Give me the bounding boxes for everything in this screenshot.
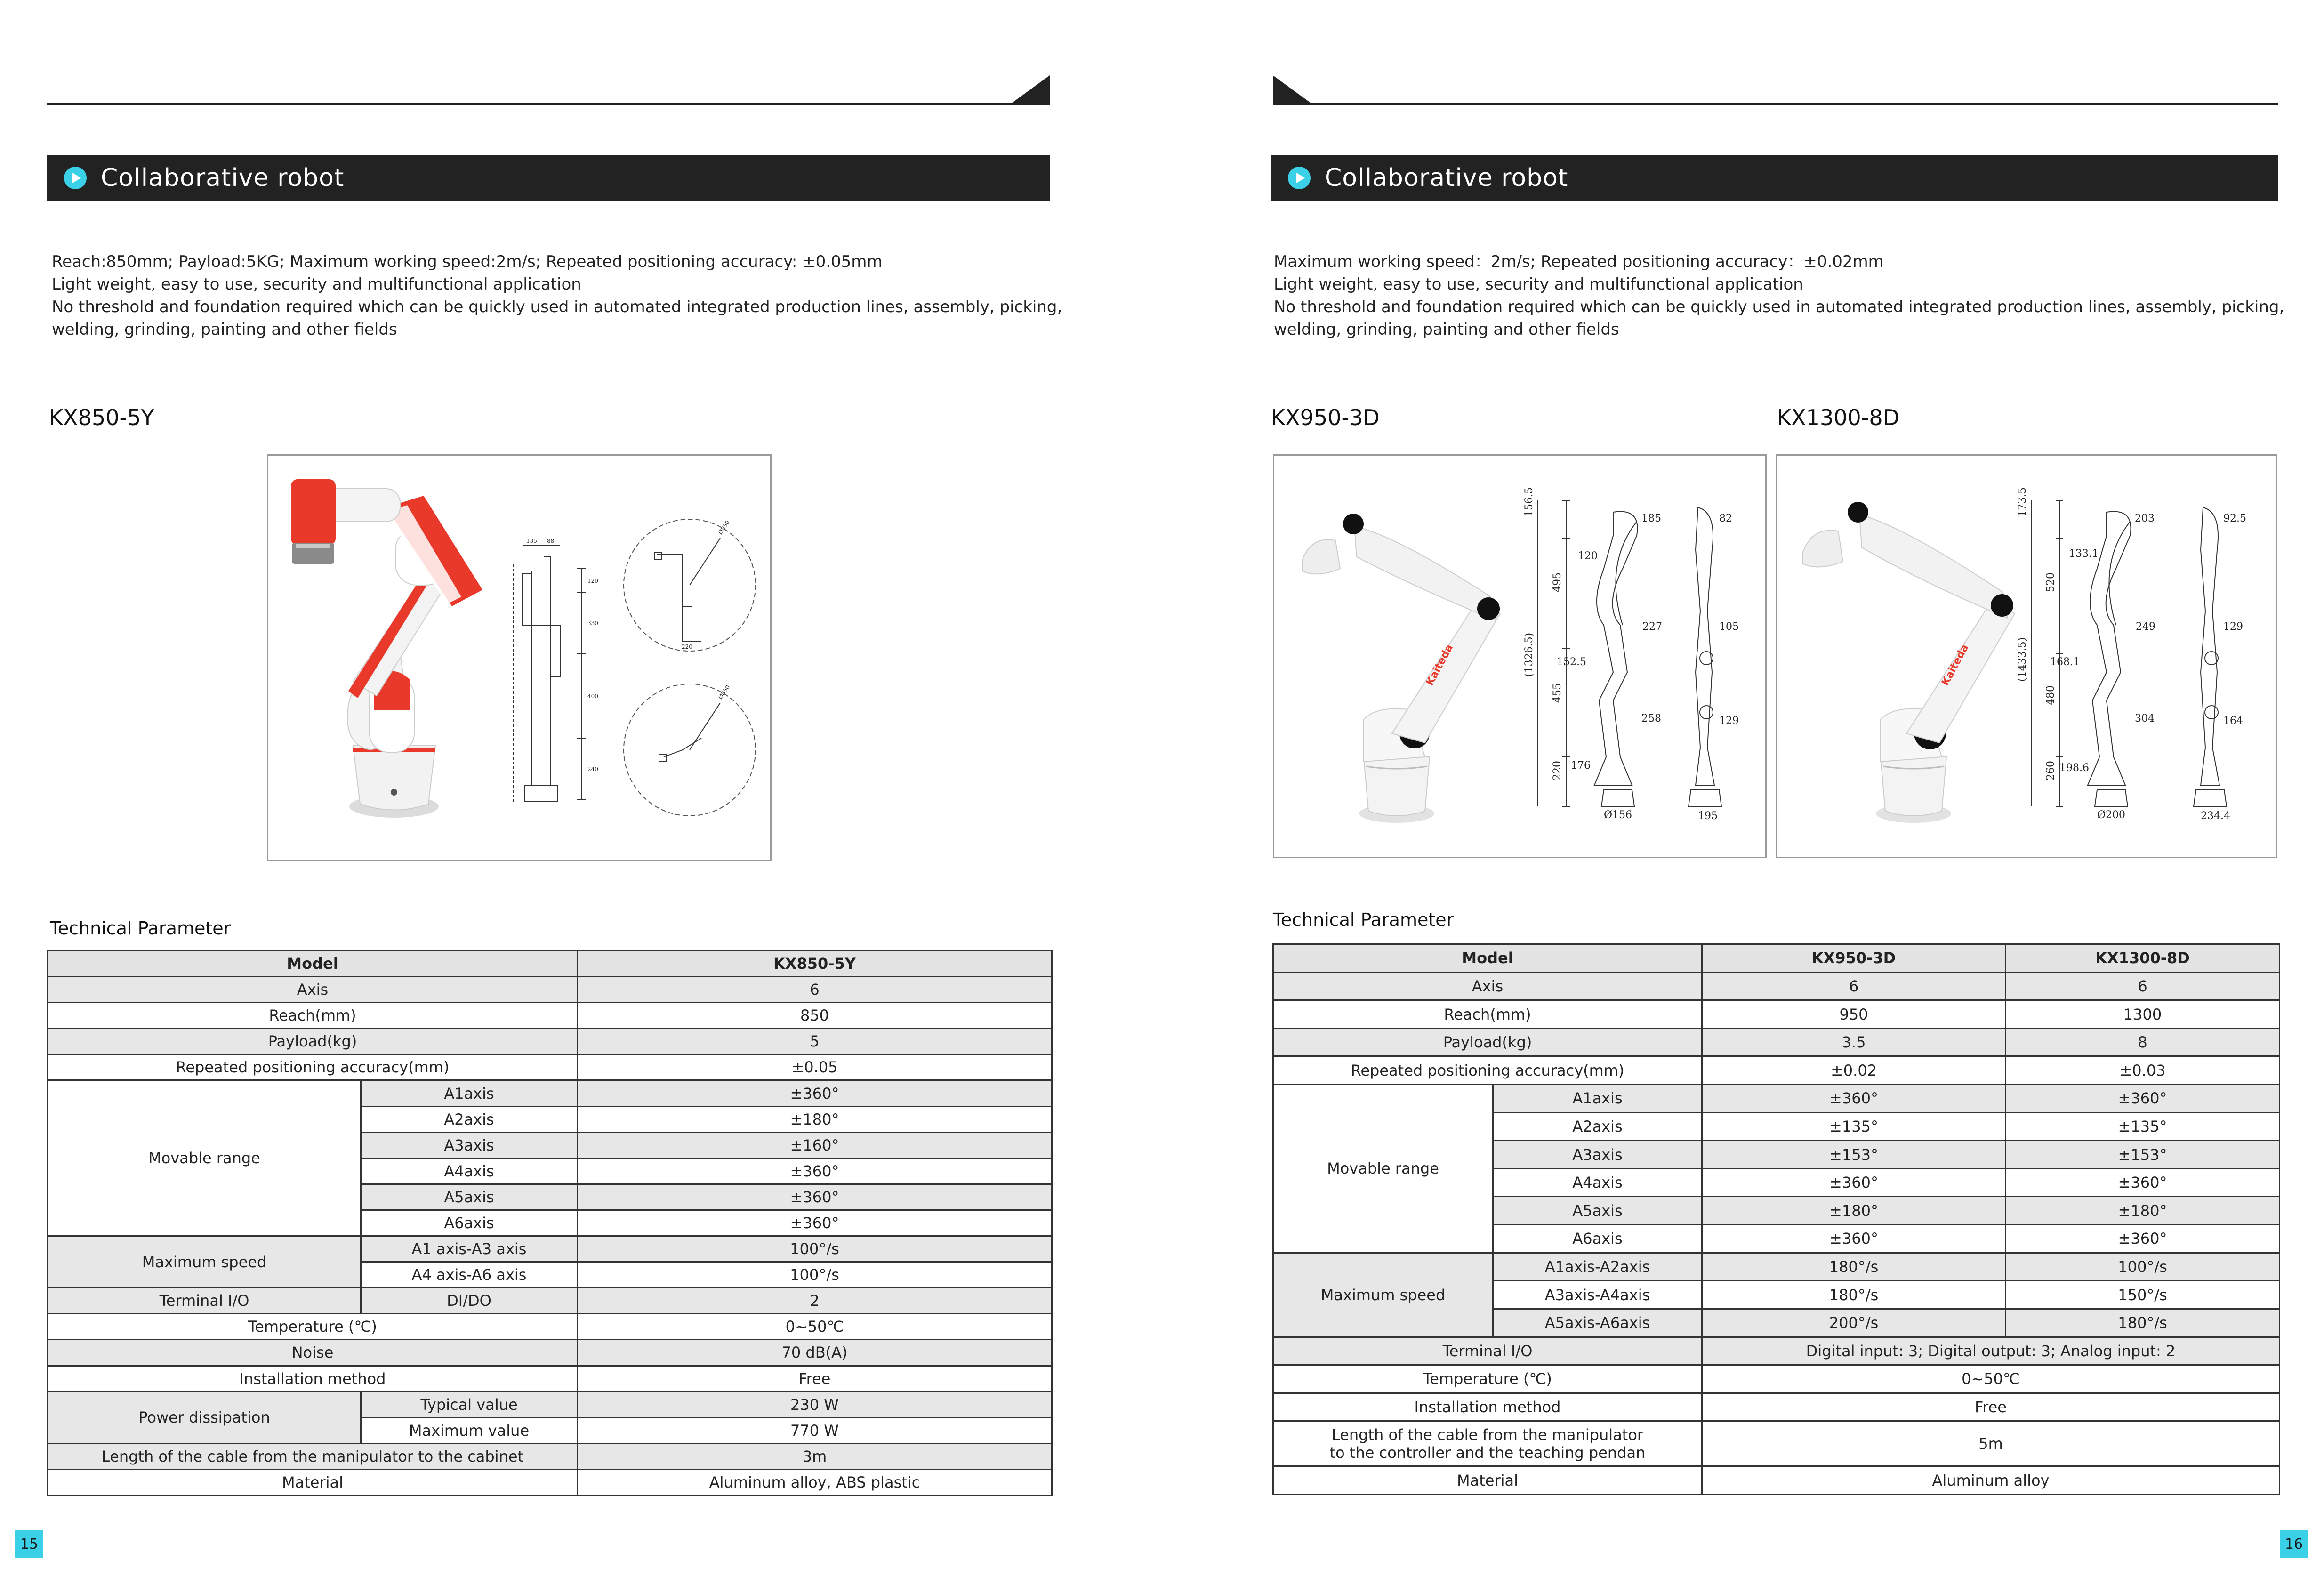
robot-wrist [1848, 502, 1868, 523]
table-cell: Material [48, 1469, 578, 1495]
robot-illustration-b [1777, 456, 2276, 857]
table-row [1273, 1000, 2280, 1029]
table-cell: ±360° [1702, 1085, 2006, 1113]
table-row [1273, 1085, 2280, 1113]
model-name-b: KX1300-8D [1777, 405, 1900, 430]
dim-label: 133.1 [2069, 548, 2099, 560]
table-cell: 100°/s [578, 1262, 1052, 1288]
table-cell: DI/DO [361, 1288, 578, 1314]
table-cell: Terminal I/O [48, 1288, 361, 1314]
product-figure [267, 454, 772, 861]
dim-label: 129 [2223, 621, 2243, 633]
table-cell: ±360° [2006, 1168, 2280, 1197]
section-title-bar [1271, 155, 2278, 201]
table-cell: 1300 [2006, 1000, 2280, 1029]
dim-label: 304 [2135, 713, 2155, 724]
table-cell: ±360° [1702, 1168, 2006, 1197]
robot-illustration [268, 456, 770, 860]
table-cell: ±180° [2006, 1197, 2280, 1225]
header-corner-wedge [1273, 75, 1315, 105]
header-corner-wedge [1010, 75, 1052, 105]
table-cell: KX950-3D [1702, 944, 2006, 973]
table-cell: A1 axis-A3 axis [361, 1236, 578, 1262]
intro-line: Light weight, easy to use, security and multifunctional application [52, 275, 581, 294]
dim-label: 88 [547, 538, 555, 544]
model-name: KX850-5Y [49, 405, 154, 430]
table-row [48, 1392, 1052, 1417]
table-cell: A4axis [361, 1158, 578, 1184]
table-row [48, 1029, 1052, 1054]
table-cell: Temperature (℃) [1273, 1365, 1702, 1393]
spec-table-left [47, 950, 1053, 1496]
dim-label: 92.5 [2223, 513, 2246, 524]
table-cell: Reach(mm) [48, 1003, 578, 1029]
dim-label: 176 [1571, 760, 1591, 772]
intro-text [1274, 250, 2284, 341]
table-cell: Digital input: 3; Digital output: 3; Analog input: 2 [1702, 1337, 2280, 1365]
section-title: Collaborative robot [101, 164, 345, 192]
robot-elbow [1477, 597, 1500, 620]
robot-lower-arm [1906, 602, 2015, 743]
table-cell: Maximum value [361, 1417, 578, 1443]
page-number: 15 [15, 1530, 43, 1558]
table-cell: Aluminum alloy [1702, 1466, 2280, 1495]
table-cell: 6 [1702, 972, 2006, 1000]
table-cell: 3.5 [1702, 1028, 2006, 1056]
table-cell: ±360° [578, 1158, 1052, 1184]
table-row [1273, 1421, 2280, 1466]
table-cell: 180°/s [1702, 1253, 2006, 1281]
dim-label: 185 [1641, 513, 1661, 524]
dimension-drawing-a [1538, 500, 1721, 806]
dim-label: 234.4 [2201, 810, 2230, 822]
table-cell: A2axis [361, 1106, 578, 1132]
table-row [48, 1366, 1052, 1392]
table-row [1273, 1393, 2280, 1421]
robot-base [1881, 757, 1946, 816]
intro-line: Light weight, easy to use, security and multifunctional application [1274, 275, 1803, 294]
dim-label: 249 [2136, 621, 2155, 633]
intro-line: No threshold and foundation required which can be quickly used in automated integrated production lines, assembly, picking, [1274, 298, 2284, 316]
section-title: Collaborative robot [1325, 164, 1568, 192]
dim-label: 258 [1641, 713, 1661, 724]
cable-label-line: to the controller and the teaching pendan [1329, 1443, 1646, 1462]
table-cell: 200°/s [1702, 1309, 2006, 1337]
table-cell: ±360° [578, 1080, 1052, 1106]
dim-label: 220 [682, 644, 692, 650]
table-cell: A1axis-A2axis [1493, 1253, 1702, 1281]
dim-label: 240 [587, 766, 598, 772]
robot-illustration-a [1274, 456, 1765, 857]
table-cell: 100°/s [578, 1236, 1052, 1262]
table-cell: A3axis-A4axis [1493, 1281, 1702, 1309]
dim-label: 129 [1719, 715, 1739, 727]
dimension-drawing-b [2031, 500, 2227, 806]
dim-label: 164 [2223, 715, 2243, 727]
intro-line: Maximum working speed：2m/s; Repeated positioning accuracy：±0.02mm [1274, 252, 1884, 271]
front-dimension-drawing [513, 545, 586, 804]
table-cell: 0~50℃ [578, 1314, 1052, 1340]
dim-label: Ø200 [2097, 809, 2126, 821]
table-cell: Terminal I/O [1273, 1337, 1702, 1365]
header-rule [47, 103, 1050, 105]
table-cell: Axis [48, 977, 578, 1003]
dim-label: Ø850 [716, 519, 732, 536]
table-cell: 100°/s [2006, 1253, 2280, 1281]
table-row [48, 1288, 1052, 1314]
robot-base [353, 745, 435, 810]
table-cell: Installation method [48, 1366, 578, 1392]
robot-lower-arm [1392, 602, 1500, 743]
table-cell: A5axis-A6axis [1493, 1309, 1702, 1337]
play-icon [1288, 167, 1311, 189]
dim-label: 400 [587, 693, 598, 700]
table-row [48, 1314, 1052, 1340]
table-cell: A1axis [1493, 1085, 1702, 1113]
dim-label: 455 [1552, 683, 1563, 703]
table-cell: KX850-5Y [578, 951, 1052, 977]
dim-label: 195 [1698, 810, 1718, 822]
table-row [48, 1236, 1052, 1262]
table-row [48, 951, 1052, 977]
product-figure-a [1273, 454, 1767, 858]
table-cell: ±135° [1702, 1112, 2006, 1141]
table-cell: Power dissipation [48, 1392, 361, 1443]
robot-upper-arm [1354, 526, 1496, 620]
cable-label-line: Length of the cable from the manipulator [1331, 1425, 1644, 1444]
table-cell: Payload(kg) [48, 1029, 578, 1054]
spec-table-right [1272, 943, 2280, 1495]
table-cell: ±360° [2006, 1085, 2280, 1113]
robot-tool [1303, 539, 1340, 574]
table-cell [1273, 1421, 1702, 1466]
section-title-bar [47, 155, 1050, 201]
table-cell: Maximum speed [1273, 1253, 1493, 1337]
table-cell: ±0.02 [1702, 1056, 2006, 1085]
logo-text: Kaiteda [1424, 642, 1456, 688]
table-cell: ±160° [578, 1132, 1052, 1158]
robot-tool [1803, 530, 1843, 567]
table-cell: A5axis [361, 1184, 578, 1210]
table-cell: 6 [578, 977, 1052, 1003]
table-row [1273, 1253, 2280, 1281]
table-cell: A2axis [1493, 1112, 1702, 1141]
dim-label: (1433.5) [2017, 637, 2028, 682]
dim-label: 105 [1719, 621, 1739, 633]
table-cell: ±360° [578, 1210, 1052, 1236]
page-number: 16 [2280, 1530, 2308, 1558]
table-cell: A6axis [361, 1210, 578, 1236]
table-row [1273, 1466, 2280, 1495]
table-cell: Free [578, 1366, 1052, 1392]
table-cell: 2 [578, 1288, 1052, 1314]
table-cell: Maximum speed [48, 1236, 361, 1288]
table-cell: Model [48, 951, 578, 977]
table-row [48, 1054, 1052, 1080]
table-cell: ±153° [2006, 1141, 2280, 1169]
table-cell: ±180° [578, 1106, 1052, 1132]
robot-base-port [391, 789, 397, 796]
table-cell: KX1300-8D [2006, 944, 2280, 973]
dim-label: 168.1 [2050, 656, 2080, 668]
dim-label: 173.5 [2017, 487, 2028, 517]
header-rule [1273, 103, 2278, 105]
dim-label: 135 [526, 538, 537, 544]
table-row [48, 1003, 1052, 1029]
right-page [1162, 0, 2324, 1585]
table-row [48, 1443, 1052, 1469]
dim-label: 156.5 [1523, 487, 1535, 517]
dim-label: 480 [2045, 685, 2057, 705]
table-cell: 6 [2006, 972, 2280, 1000]
robot-upper-arm [1859, 515, 2008, 618]
dim-label: 203 [2135, 513, 2155, 524]
robot-tool-mount-ring [296, 544, 330, 548]
table-cell: 770 W [578, 1417, 1052, 1443]
dim-label: 152.5 [1557, 656, 1586, 668]
dim-label: 220 [1552, 761, 1563, 780]
table-cell: ±360° [1702, 1225, 2006, 1253]
table-cell: 180°/s [2006, 1309, 2280, 1337]
table-cell: Repeated positioning accuracy(mm) [48, 1054, 578, 1080]
table-cell: 150°/s [2006, 1281, 2280, 1309]
table-cell: ±135° [2006, 1112, 2280, 1141]
intro-text [52, 250, 1062, 341]
play-icon [64, 167, 87, 189]
table-cell: Temperature (℃) [48, 1314, 578, 1340]
table-row [48, 1469, 1052, 1495]
table-cell: Material [1273, 1466, 1702, 1495]
dim-label: 120 [587, 578, 598, 584]
table-cell: 230 W [578, 1392, 1052, 1417]
table-cell: 180°/s [1702, 1281, 2006, 1309]
robot-wrist [1343, 514, 1364, 534]
intro-line: Reach:850mm; Payload:5KG; Maximum working speed:2m/s; Repeated positioning accuracy: ±0.05mm [52, 252, 883, 271]
logo-text: Kaiteda [1939, 642, 1971, 688]
tech-parameter-title: Technical Parameter [1273, 909, 1454, 930]
dim-label: 120 [1578, 550, 1598, 562]
table-row [48, 1080, 1052, 1106]
robot-tool-flange [291, 479, 336, 545]
model-name-a: KX950-3D [1271, 405, 1380, 430]
table-row [1273, 972, 2280, 1000]
table-cell: A3axis [1493, 1141, 1702, 1169]
table-cell: ±180° [1702, 1197, 2006, 1225]
table-cell: Payload(kg) [1273, 1028, 1702, 1056]
dim-label: 198.6 [2059, 762, 2089, 774]
table-cell: ±0.05 [578, 1054, 1052, 1080]
dim-label: 495 [1552, 572, 1563, 592]
table-row [1273, 1028, 2280, 1056]
dim-label: 260 [2045, 761, 2057, 780]
table-cell: Reach(mm) [1273, 1000, 1702, 1029]
table-cell: ±360° [578, 1184, 1052, 1210]
table-cell: ±0.03 [2006, 1056, 2280, 1085]
table-cell: 5m [1702, 1421, 2280, 1466]
table-cell: Movable range [1273, 1085, 1493, 1253]
table-cell: 5 [578, 1029, 1052, 1054]
table-cell: 0~50℃ [1702, 1365, 2280, 1393]
table-cell: A1axis [361, 1080, 578, 1106]
product-figure-b [1776, 454, 2277, 858]
table-cell: A3axis [361, 1132, 578, 1158]
table-cell: Free [1702, 1393, 2280, 1421]
dim-label: Ø156 [1604, 809, 1632, 821]
table-cell: Typical value [361, 1392, 578, 1417]
table-cell: 850 [578, 1003, 1052, 1029]
table-cell: 950 [1702, 1000, 2006, 1029]
dim-label: (1326.5) [1523, 632, 1535, 677]
dim-label: 520 [2045, 572, 2057, 592]
table-cell: Repeated positioning accuracy(mm) [1273, 1056, 1702, 1085]
table-cell: Length of the cable from the manipulator to the cabinet [48, 1443, 578, 1469]
dim-label: 82 [1719, 513, 1732, 524]
table-cell: Installation method [1273, 1393, 1702, 1421]
table-cell: Noise [48, 1340, 578, 1366]
table-cell: A4 axis-A6 axis [361, 1262, 578, 1288]
table-row [1273, 944, 2280, 973]
intro-line: welding, grinding, painting and other fields [52, 320, 397, 339]
table-row [48, 977, 1052, 1003]
table-cell: Axis [1273, 972, 1702, 1000]
table-row [48, 1340, 1052, 1366]
robot-base [1364, 757, 1430, 816]
table-cell: 8 [2006, 1028, 2280, 1056]
dim-label: 330 [587, 620, 598, 627]
table-cell: A5axis [1493, 1197, 1702, 1225]
table-cell: 70 dB(A) [578, 1340, 1052, 1366]
table-cell: A4axis [1493, 1168, 1702, 1197]
table-cell: ±153° [1702, 1141, 2006, 1169]
tech-parameter-title: Technical Parameter [50, 918, 231, 939]
table-row [1273, 1365, 2280, 1393]
table-cell: Movable range [48, 1080, 361, 1236]
dim-label: 227 [1642, 621, 1662, 633]
dim-label: Ø850 [716, 684, 732, 700]
table-cell: Model [1273, 944, 1702, 973]
table-cell: ±360° [2006, 1225, 2280, 1253]
table-row [1273, 1056, 2280, 1085]
robot-elbow [1991, 594, 2013, 617]
table-cell: A6axis [1493, 1225, 1702, 1253]
intro-line: welding, grinding, painting and other fields [1274, 320, 1619, 339]
table-row [1273, 1337, 2280, 1365]
table-cell: Aluminum alloy, ABS plastic [578, 1469, 1052, 1495]
intro-line: No threshold and foundation required which can be quickly used in automated integrated production lines, assembly, picking, [52, 298, 1062, 316]
table-cell: 3m [578, 1443, 1052, 1469]
